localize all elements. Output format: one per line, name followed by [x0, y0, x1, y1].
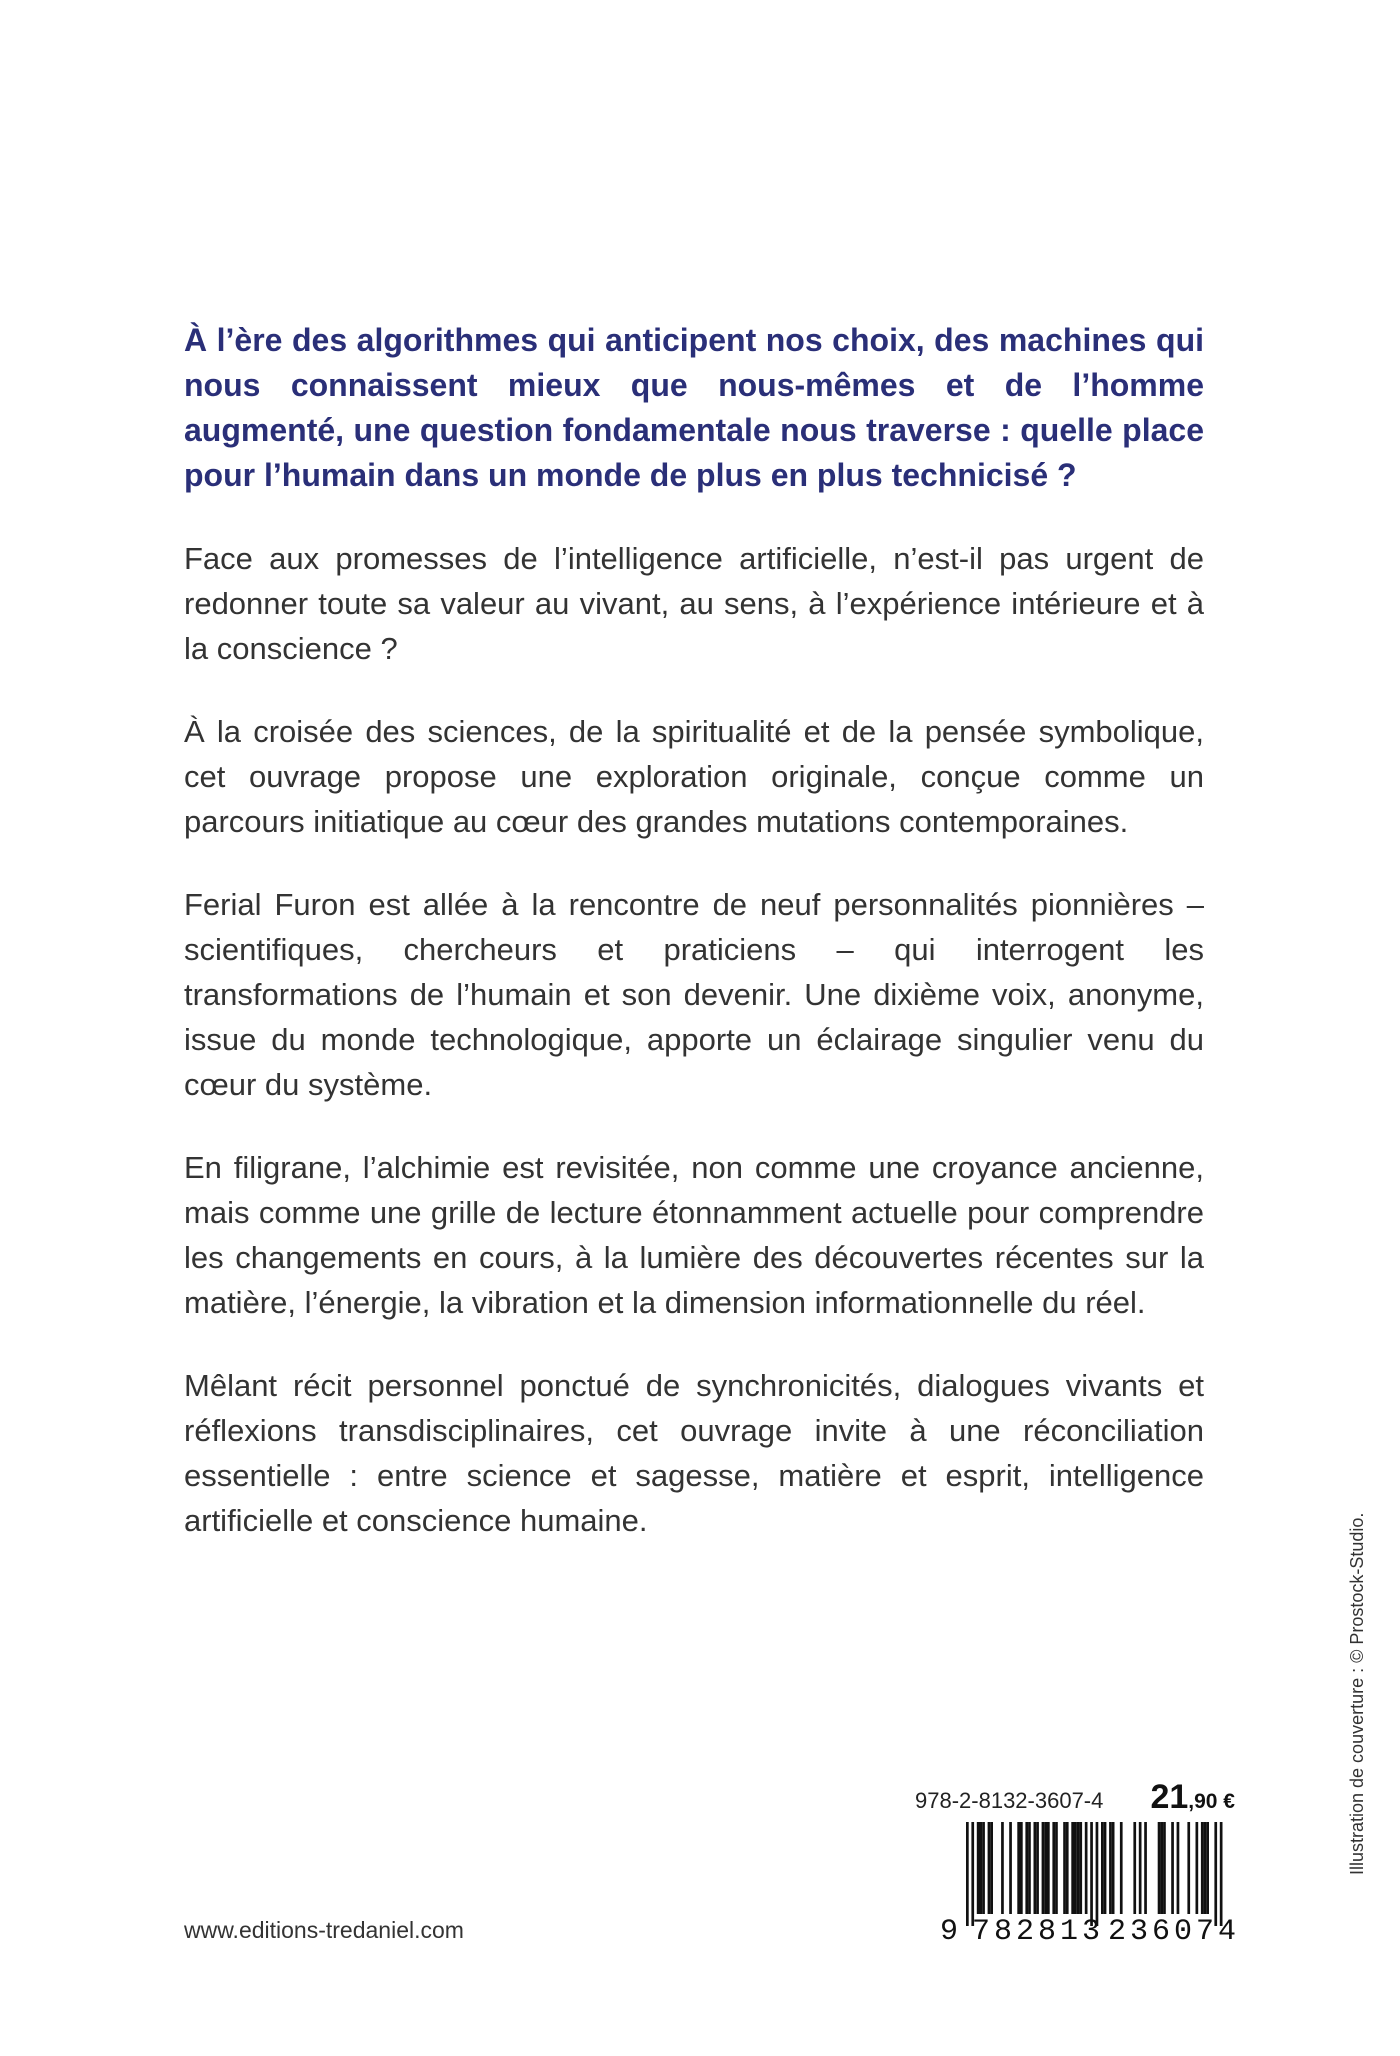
barcode-bar [1220, 1822, 1223, 1926]
isbn-number: 978-2-8132-3607-4 [915, 1788, 1104, 1813]
barcode-bar [1196, 1822, 1199, 1914]
barcode-bar [1187, 1822, 1190, 1914]
barcode-bar [1158, 1822, 1161, 1914]
publisher-website: www.editions-tredaniel.com [184, 1917, 464, 1943]
cover-illustration-credit: Illustration de couverture : © Prostock-Studio. [1347, 1512, 1367, 1875]
barcode-bar [1133, 1822, 1136, 1914]
barcode-bar [1034, 1822, 1037, 1914]
barcode-bar [1025, 1822, 1028, 1914]
price-euros: 21 [1150, 1778, 1189, 1816]
barcode-bar [1077, 1822, 1080, 1914]
barcode-bar [1085, 1822, 1088, 1914]
barcode-bar [1020, 1822, 1023, 1914]
barcode [940, 1822, 1240, 1952]
barcode-first-digit: 9 [940, 1915, 959, 1949]
barcode-bar [1042, 1822, 1045, 1914]
barcode-bar [1206, 1822, 1209, 1914]
barcode-bar [1028, 1822, 1031, 1914]
barcode-left-group: 782813 [972, 1915, 1105, 1949]
barcode-bar [1163, 1822, 1166, 1914]
barcode-bar [1214, 1822, 1217, 1926]
barcode-bar [1036, 1822, 1039, 1914]
barcode-bar [1063, 1822, 1066, 1914]
cover-text-block [184, 318, 1204, 1581]
barcode-bar [1074, 1822, 1077, 1914]
barcode-bar [1112, 1822, 1115, 1914]
barcode-bar [1055, 1822, 1058, 1914]
barcode-bar [1009, 1822, 1012, 1914]
barcode-bar [1066, 1822, 1069, 1914]
barcode-bar [1017, 1822, 1020, 1914]
barcode-bar [1101, 1822, 1104, 1914]
barcode-bar [1044, 1822, 1047, 1914]
body-paragraph-5: Mêlant récit personnel ponctué de synchronicités, dialogues vivants et réflexions transdisciplinaires, cet ouvrage invite à une réconciliation essentielle : entre science et sagesse, matière et esprit, intelligence artificielle et conscience humaine. [184, 1368, 1204, 1538]
barcode-bar [1171, 1822, 1174, 1914]
barcode-bar [1104, 1822, 1107, 1914]
barcode-bar [1109, 1822, 1112, 1914]
barcode-bar [1047, 1822, 1050, 1914]
price-tag [1150, 1778, 1235, 1817]
barcode-bar [1120, 1822, 1123, 1914]
body-paragraph-2: À la croisée des sciences, de la spiritualité et de la pensée symbolique, cet ouvrage propose une exploration originale, conçue comme un parcours initiatique au cœur des grandes mutations contemporaines. [184, 714, 1204, 839]
barcode-bar [988, 1822, 991, 1914]
barcode-bar [982, 1822, 985, 1914]
barcode-bar [1144, 1822, 1147, 1914]
isbn-price-line [915, 1778, 1235, 1822]
barcode-bar [1160, 1822, 1163, 1914]
barcode-bar [1001, 1822, 1004, 1914]
barcode-bar [977, 1822, 980, 1914]
barcode-bar [1071, 1822, 1074, 1914]
barcode-bar [990, 1822, 993, 1914]
barcode-bar [1079, 1822, 1082, 1914]
barcode-bar [1139, 1822, 1142, 1914]
barcode-digits [940, 1915, 1240, 1951]
barcode-bar [1204, 1822, 1207, 1914]
body-paragraph-4: En filigrane, l’alchimie est revisitée, non comme une croyance ancienne, mais comme une grille de lecture étonnamment actuelle pour comprendre les changements en cours, à la lumière des découvertes récentes sur la matière, l’énergie, la vibration et la dimension informationnelle du réel. [184, 1150, 1204, 1320]
body-paragraph-3: Ferial Furon est allée à la rencontre de neuf personnalités pionnières – scientifiques, chercheurs et praticiens – qui interrogent les transformations de l’humain et son devenir. Une dixième voix, anonyme, issue du monde technologique, apporte un éclairage singulier venu du cœur du système. [184, 887, 1204, 1102]
barcode-bar [980, 1822, 983, 1914]
barcode-right-group: 236074 [1108, 1915, 1241, 1949]
barcode-bar [1052, 1822, 1055, 1914]
barcode-bar [971, 1822, 974, 1926]
barcode-bar [1201, 1822, 1204, 1914]
body-paragraph-1: Face aux promesses de l’intelligence artificielle, n’est-il pas urgent de redonner toute sa valeur au vivant, au sens, à l’expérience intérieure et à la conscience ? [184, 541, 1204, 666]
barcode-bar [1090, 1822, 1093, 1926]
price-cents: ,90 € [1188, 1790, 1235, 1813]
barcode-bar [1096, 1822, 1099, 1926]
barcode-bar [1177, 1822, 1180, 1914]
lead-paragraph: À l’ère des algorithmes qui anticipent nos choix, des machines qui nous connaissent mieux que nous-mêmes et de l’homme augmenté, une question fondamentale nous traverse : quelle place pour l’humain dans un monde de plus en plus technicisé ? [184, 322, 1204, 493]
barcode-bar [966, 1822, 969, 1926]
